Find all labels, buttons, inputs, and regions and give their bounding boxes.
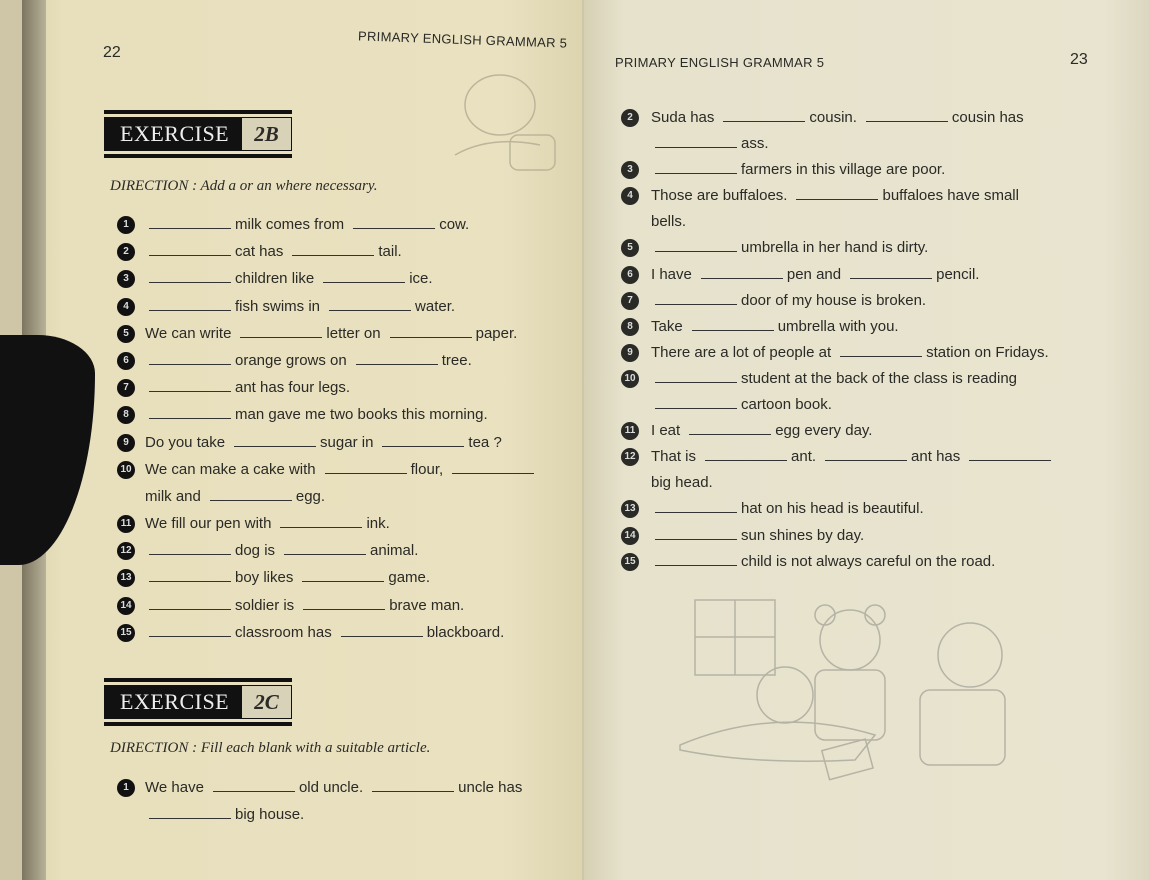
item-text: We have — [145, 779, 204, 796]
item-number-badge: 2 — [621, 109, 639, 127]
running-head-left: PRIMARY ENGLISH GRAMMAR 5 — [357, 28, 568, 51]
exercise-2b-direction: DIRECTION : Add a or an where necessary. — [110, 178, 378, 194]
answer-blank[interactable] — [655, 498, 737, 513]
item-text: There are a lot of people at — [651, 343, 832, 361]
item-text: brave man. — [389, 596, 465, 614]
item-number-badge: 15 — [621, 553, 639, 571]
item-number-badge: 12 — [117, 542, 135, 560]
item-number-badge: 6 — [117, 352, 135, 370]
item-number-badge: 4 — [117, 298, 135, 316]
answer-blank[interactable] — [149, 377, 231, 392]
exercise-item — [123, 774, 527, 801]
answer-blank[interactable] — [969, 446, 1051, 461]
item-number-badge: 11 — [621, 422, 639, 440]
item-text: classroom has — [235, 623, 332, 641]
exercise-item — [123, 238, 538, 265]
bears-cartoon-illustration — [675, 595, 1035, 785]
exercise-item — [120, 592, 538, 619]
answer-blank[interactable] — [234, 432, 316, 447]
answer-blank[interactable] — [280, 513, 362, 528]
answer-blank[interactable] — [689, 420, 771, 435]
item-text: milk comes from — [235, 216, 345, 233]
item-text: tree. — [441, 351, 472, 369]
answer-blank[interactable] — [655, 394, 737, 409]
exercise-item — [624, 523, 1055, 549]
answer-blank[interactable] — [323, 268, 405, 283]
answer-blank[interactable] — [149, 804, 231, 819]
item-text: man gave me two books this morning. — [235, 406, 488, 424]
item-text: We can make a cake with — [145, 460, 316, 478]
answer-blank[interactable] — [701, 264, 783, 279]
answer-blank[interactable] — [655, 237, 737, 252]
answer-blank[interactable] — [302, 567, 384, 582]
answer-blank[interactable] — [149, 567, 231, 582]
item-text: bells. — [651, 213, 687, 231]
answer-blank[interactable] — [655, 525, 737, 540]
exercise-2b-heading — [104, 110, 292, 158]
item-text: animal. — [370, 542, 419, 560]
item-text: big head. — [651, 474, 713, 492]
answer-blank[interactable] — [149, 622, 231, 637]
item-text: old uncle. — [298, 779, 364, 796]
item-text: paper. — [475, 324, 518, 342]
item-text: letter on — [326, 324, 381, 342]
exercise-item-continued — [145, 801, 527, 828]
exercise-item-continued — [651, 392, 1055, 418]
baseball-cartoon-illustration — [440, 65, 570, 185]
answer-blank[interactable] — [850, 264, 932, 279]
exercise-2c-direction: DIRECTION : Fill each blank with a suitable article. — [110, 740, 431, 756]
item-number-badge: 4 — [621, 187, 639, 205]
item-text: Those are buffaloes. — [651, 187, 788, 205]
item-text: ant has four legs. — [235, 379, 351, 397]
item-text: water. — [415, 297, 456, 315]
exercise-item — [627, 340, 1055, 366]
exercise-item — [123, 265, 538, 292]
item-number-badge: 11 — [117, 515, 135, 533]
item-text: ant. — [791, 448, 817, 466]
item-number-badge: 7 — [621, 292, 639, 310]
item-text: uncle has — [458, 779, 523, 796]
exercise-item — [120, 537, 538, 564]
answer-blank[interactable] — [149, 268, 231, 283]
item-text: ice. — [409, 270, 433, 288]
exercise-item — [627, 314, 1055, 340]
answer-blank[interactable] — [655, 551, 737, 566]
answer-blank[interactable] — [655, 159, 737, 174]
item-number-badge: 14 — [621, 527, 639, 545]
answer-blank[interactable] — [240, 323, 322, 338]
exercise-item — [627, 235, 1055, 261]
item-text: sun shines by day. — [741, 526, 865, 544]
exercise-item — [624, 366, 1055, 392]
item-text: door of my house is broken. — [741, 291, 927, 309]
item-text: I eat — [651, 422, 681, 440]
exercise-item — [120, 510, 538, 537]
item-number-badge: 5 — [117, 325, 135, 343]
exercise-item — [123, 401, 538, 428]
item-text: Do you take — [145, 433, 226, 451]
exercise-id: 2B — [241, 117, 292, 151]
answer-blank[interactable] — [390, 323, 472, 338]
answer-blank[interactable] — [149, 350, 231, 365]
exercise-item — [120, 619, 538, 646]
answer-blank[interactable] — [655, 290, 737, 305]
item-text: tail. — [378, 243, 402, 261]
item-number-badge: 13 — [117, 569, 135, 587]
item-number-badge: 15 — [117, 624, 135, 642]
item-number-badge: 5 — [621, 239, 639, 257]
item-text: farmers in this village are poor. — [741, 161, 946, 179]
exercise-item — [627, 262, 1055, 288]
item-number-badge: 10 — [621, 370, 639, 388]
item-number-badge: 10 — [117, 461, 135, 479]
exercise-item — [123, 211, 538, 238]
answer-blank[interactable] — [149, 214, 231, 229]
item-text: egg. — [295, 487, 326, 505]
item-text: children like — [235, 270, 315, 288]
item-text: boy likes — [235, 569, 294, 587]
answer-blank[interactable] — [149, 595, 231, 610]
item-text: hat on his head is beautiful. — [741, 500, 924, 518]
item-text: game. — [388, 569, 431, 587]
item-text: umbrella in her hand is dirty. — [741, 239, 929, 257]
item-number-badge: 8 — [117, 406, 135, 424]
item-text: ant has — [911, 448, 961, 466]
item-text: egg every day. — [775, 422, 873, 440]
item-text: pen and — [786, 265, 842, 283]
answer-blank[interactable] — [825, 446, 907, 461]
item-number-badge: 6 — [621, 266, 639, 284]
item-number-badge: 9 — [621, 344, 639, 362]
page-number-right: 23 — [1070, 51, 1088, 68]
exercise-id: 2C — [241, 685, 292, 719]
item-text: buffaloes have small — [882, 187, 1019, 205]
exercise-item — [123, 429, 538, 456]
item-text: cow. — [439, 216, 470, 233]
item-number-badge: 1 — [117, 216, 135, 234]
item-text: milk and — [145, 487, 201, 505]
item-text: That is — [651, 448, 697, 466]
page-number-left: 22 — [103, 44, 121, 61]
answer-blank[interactable] — [452, 459, 534, 474]
exercise-item — [624, 549, 1055, 575]
running-head-right: PRIMARY ENGLISH GRAMMAR 5 — [615, 55, 825, 70]
item-text: pencil. — [936, 265, 980, 283]
answer-blank[interactable] — [840, 342, 922, 357]
item-number-badge: 3 — [621, 161, 639, 179]
item-number-badge: 14 — [117, 597, 135, 615]
item-number-badge: 9 — [117, 434, 135, 452]
answer-blank[interactable] — [692, 316, 774, 331]
answer-blank[interactable] — [341, 622, 423, 637]
item-text: blackboard. — [426, 623, 505, 641]
exercise-item — [123, 374, 538, 401]
answer-blank[interactable] — [149, 241, 231, 256]
exercise-2c-list — [123, 774, 527, 828]
answer-blank[interactable] — [149, 296, 231, 311]
item-text: student at the back of the class is reading — [741, 369, 1017, 387]
answer-blank[interactable] — [213, 777, 295, 792]
item-number-badge: 3 — [117, 270, 135, 288]
exercise-item — [123, 293, 538, 320]
item-text: We fill our pen with — [145, 515, 272, 533]
item-number-badge: 8 — [621, 318, 639, 336]
answer-blank[interactable] — [655, 133, 737, 148]
item-text: big house. — [235, 806, 305, 824]
answer-blank[interactable] — [149, 540, 231, 555]
item-number-badge: 2 — [117, 243, 135, 261]
item-text: sugar in — [320, 433, 374, 451]
item-text: cat has — [235, 243, 284, 261]
item-text: fish swims in — [235, 297, 321, 315]
answer-blank[interactable] — [353, 214, 435, 229]
item-text: station on Fridays. — [926, 343, 1049, 361]
exercise-item-continued — [651, 209, 1055, 235]
answer-blank[interactable] — [723, 107, 805, 122]
item-text: I have — [651, 265, 692, 283]
answer-blank[interactable] — [329, 296, 411, 311]
item-number-badge: 1 — [117, 779, 135, 797]
exercise-item — [627, 288, 1055, 314]
item-text: umbrella with you. — [777, 317, 899, 335]
answer-blank[interactable] — [292, 241, 374, 256]
exercise-item — [624, 496, 1055, 522]
answer-blank[interactable] — [372, 777, 454, 792]
exercise-item — [627, 183, 1055, 209]
exercise-item — [120, 564, 538, 591]
item-text: orange grows on — [235, 351, 347, 369]
exercise-item — [123, 320, 538, 347]
exercise-item — [624, 444, 1055, 470]
answer-blank[interactable] — [149, 404, 231, 419]
answer-blank[interactable] — [796, 185, 878, 200]
exercise-item — [123, 347, 538, 374]
answer-blank[interactable] — [325, 459, 407, 474]
item-text: child is not always careful on the road. — [741, 552, 996, 570]
item-text: cousin. — [809, 109, 857, 126]
item-text: dog is — [235, 542, 276, 560]
item-number-badge: 13 — [621, 500, 639, 518]
exercise-item — [627, 157, 1055, 183]
item-number-badge: 7 — [117, 379, 135, 397]
answer-blank[interactable] — [655, 368, 737, 383]
answer-blank[interactable] — [210, 486, 292, 501]
item-text: ink. — [366, 515, 390, 533]
exercise-2c-heading — [104, 678, 292, 726]
item-text: Suda has — [651, 109, 715, 126]
exercise-item-continued — [651, 131, 1055, 157]
answer-blank[interactable] — [705, 446, 787, 461]
item-number-badge: 12 — [621, 448, 639, 466]
exercise-2b-list — [120, 211, 538, 646]
answer-blank[interactable] — [866, 107, 948, 122]
exercise-item — [624, 418, 1055, 444]
right-page-list — [624, 105, 1055, 575]
answer-blank[interactable] — [356, 350, 438, 365]
item-text: tea ? — [468, 433, 502, 451]
answer-blank[interactable] — [382, 432, 464, 447]
item-text: We can write — [145, 324, 232, 342]
exercise-item-continued — [145, 483, 538, 510]
item-text: cartoon book. — [741, 396, 832, 414]
item-text: cousin has — [951, 109, 1024, 126]
item-text: Take — [651, 317, 683, 335]
answer-blank[interactable] — [303, 595, 385, 610]
exercise-label: EXERCISE — [104, 685, 241, 719]
exercise-item — [120, 456, 538, 483]
exercise-label: EXERCISE — [104, 117, 241, 151]
item-text: flour, — [410, 460, 444, 478]
item-text: soldier is — [235, 596, 295, 614]
exercise-item-continued — [651, 470, 1055, 496]
exercise-item — [627, 105, 1055, 131]
item-text: ass. — [741, 135, 769, 153]
answer-blank[interactable] — [284, 540, 366, 555]
